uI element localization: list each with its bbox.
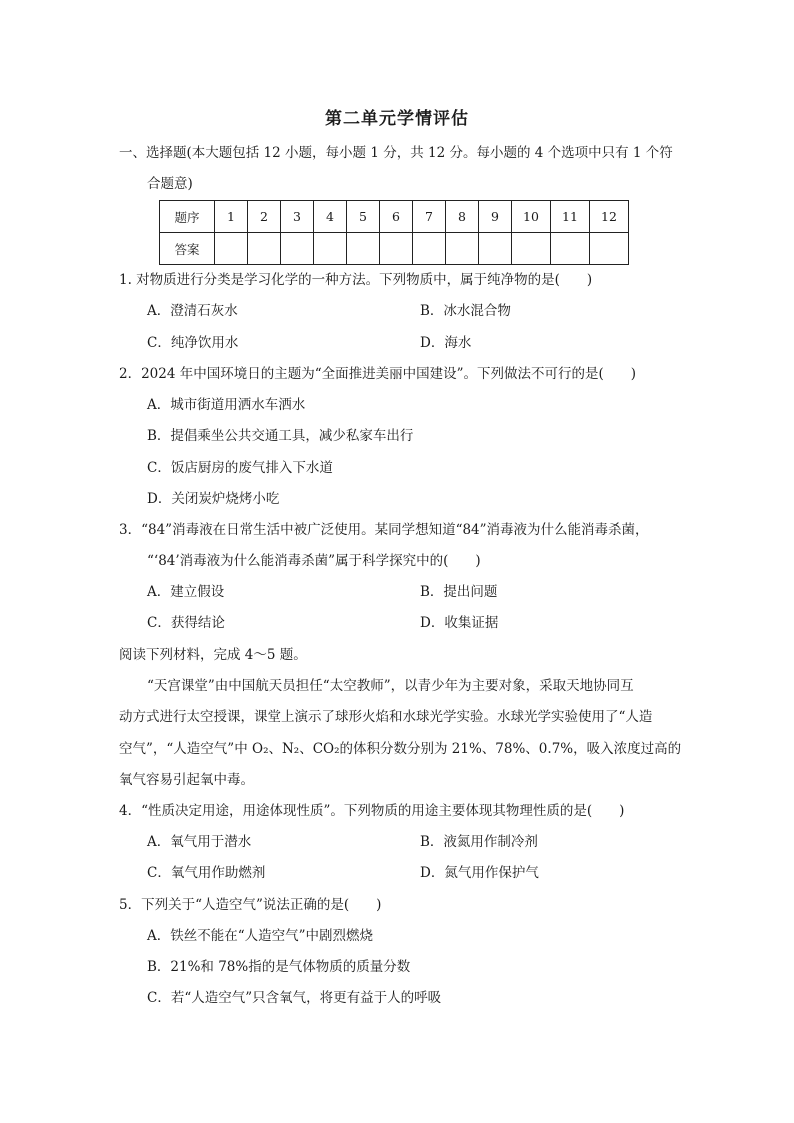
question-5-option-c: C．若“人造空气”只含氧气，将更有益于人的呼吸 xyxy=(147,990,442,1006)
number-cell: 8 xyxy=(446,201,479,233)
question-2-option-d: D．关闭炭炉烧烤小吃 xyxy=(147,491,280,507)
question-2-option-c: C．饭店厨房的废气排入下水道 xyxy=(147,460,333,476)
answer-cell[interactable] xyxy=(281,233,314,265)
number-cell: 1 xyxy=(215,201,248,233)
section-heading: 一、选择题(本大题包括 12 小题，每小题 1 分，共 12 分。每小题的 4 个选项中只有 1 个符 xyxy=(119,145,673,161)
reading-intro: 阅读下列材料，完成 4～5 题。 xyxy=(119,647,307,663)
question-3-option-a: A．建立假设 xyxy=(147,584,225,600)
question-1-option-c: C．纯净饮用水 xyxy=(147,335,239,351)
reading-paragraph-line: 空气”，“人造空气”中 O₂、N₂、CO₂的体积分数分别为 21%、78%、0.7%，吸入浓度过高的 xyxy=(119,741,682,757)
reading-paragraph-line: “天宫课堂”由中国航天员担任“太空教师”，以青少年为主要对象，采取天地协同互 xyxy=(147,678,634,694)
question-1-option-d: D．海水 xyxy=(420,335,472,351)
question-5-option-a: A．铁丝不能在“人造空气”中剧烈燃烧 xyxy=(147,928,374,944)
number-cell: 2 xyxy=(248,201,281,233)
question-4-option-a: A．氧气用于潜水 xyxy=(147,834,252,850)
question-1-option-a: A．澄清石灰水 xyxy=(147,303,238,319)
answer-cell[interactable] xyxy=(314,233,347,265)
number-cell: 3 xyxy=(281,201,314,233)
answer-cell[interactable] xyxy=(215,233,248,265)
answer-cell[interactable] xyxy=(512,233,551,265)
question-3-option-b: B．提出问题 xyxy=(420,584,498,600)
answer-table xyxy=(159,200,629,265)
question-2-option-b: B．提倡乘坐公共交通工具，减少私家车出行 xyxy=(147,428,414,444)
question-5-option-b: B．21%和 78%指的是气体物质的质量分数 xyxy=(147,959,411,975)
number-cell: 4 xyxy=(314,201,347,233)
answer-cell[interactable] xyxy=(551,233,590,265)
number-cell: 10 xyxy=(512,201,551,233)
row-label-answer: 答案 xyxy=(160,233,215,265)
number-cell: 5 xyxy=(347,201,380,233)
answer-cell[interactable] xyxy=(590,233,629,265)
number-cell: 6 xyxy=(380,201,413,233)
row-label-number: 题序 xyxy=(160,201,215,233)
page-title: 第二单元学情评估 xyxy=(325,109,469,129)
question-4-option-b: B．液氮用作制冷剂 xyxy=(420,834,538,850)
number-cell: 12 xyxy=(590,201,629,233)
question-3-stem-cont: “‘84’消毒液为什么能消毒杀菌”属于科学探究中的( ) xyxy=(147,553,481,569)
question-3-option-d: D．收集证据 xyxy=(420,615,499,631)
answer-cell[interactable] xyxy=(413,233,446,265)
number-cell: 11 xyxy=(551,201,590,233)
number-cell: 7 xyxy=(413,201,446,233)
answer-cell[interactable] xyxy=(347,233,380,265)
answer-cell[interactable] xyxy=(380,233,413,265)
answer-cell[interactable] xyxy=(446,233,479,265)
answer-cell[interactable] xyxy=(248,233,281,265)
answer-table-number-row xyxy=(160,201,629,233)
question-2-stem: 2．2024 年中国环境日的主题为“全面推进美丽中国建设”。下列做法不可行的是( ) xyxy=(119,366,637,382)
section-heading-cont: 合题意) xyxy=(147,176,193,192)
question-1-stem: 1. 对物质进行分类是学习化学的一种方法。下列物质中，属于纯净物的是( ) xyxy=(119,272,593,288)
question-3-option-c: C．获得结论 xyxy=(147,615,225,631)
reading-paragraph-line: 动方式进行太空授课，课堂上演示了球形火焰和水球光学实验。水球光学实验使用了“人造 xyxy=(119,709,653,725)
question-4-option-c: C．氧气用作助燃剂 xyxy=(147,865,266,881)
question-4-option-d: D．氮气用作保护气 xyxy=(420,865,539,881)
question-5-stem: 5．下列关于“人造空气”说法正确的是( ) xyxy=(119,897,382,913)
answer-cell[interactable] xyxy=(479,233,512,265)
question-1-option-b: B．冰水混合物 xyxy=(420,303,511,319)
reading-paragraph-line: 氧气容易引起氧中毒。 xyxy=(119,772,254,788)
question-3-stem: 3．“84”消毒液在日常生活中被广泛使用。某同学想知道“84”消毒液为什么能消毒杀菌， xyxy=(119,522,649,538)
number-cell: 9 xyxy=(479,201,512,233)
question-4-stem: 4．“性质决定用途，用途体现性质”。下列物质的用途主要体现其物理性质的是( ) xyxy=(119,803,625,819)
question-2-option-a: A．城市街道用洒水车洒水 xyxy=(147,397,306,413)
answer-table-answer-row xyxy=(160,233,629,265)
